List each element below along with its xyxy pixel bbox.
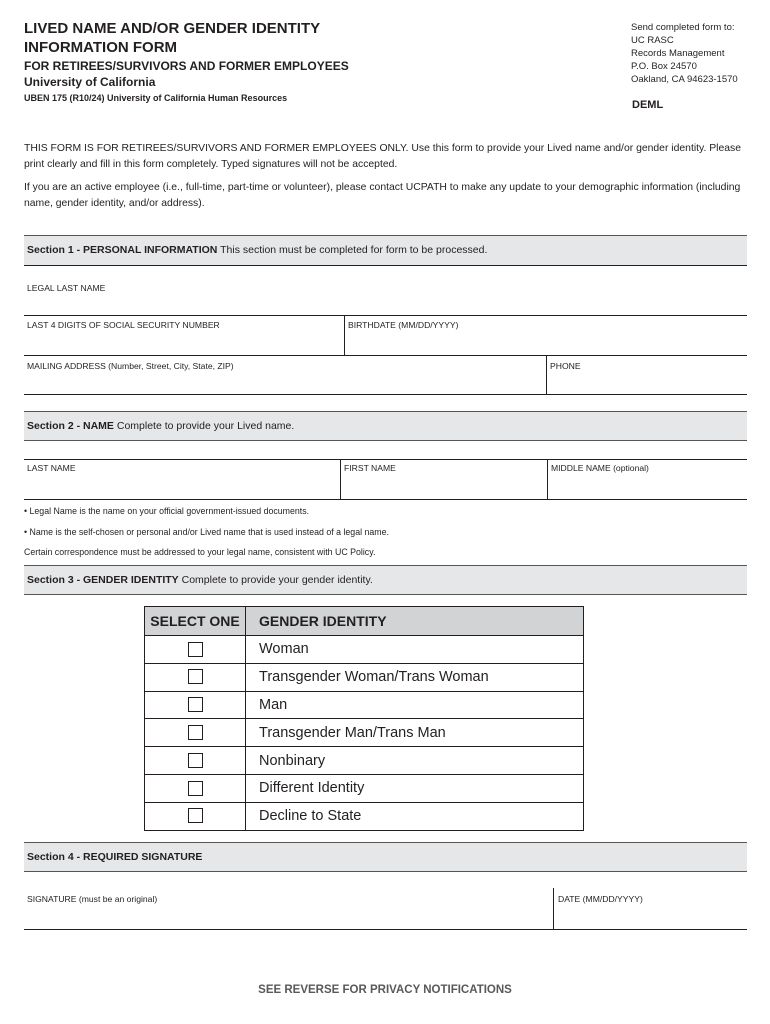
transgender-man-checkbox[interactable] <box>188 725 203 740</box>
table-header-row <box>145 607 584 636</box>
date-label: DATE (MM/DD/YYYY) <box>558 894 643 904</box>
form-number: UBEN 175 (R10/24) University of California Human Resources <box>24 93 288 103</box>
section-2-header: Section 2 - NAME Complete to provide your Lived name. <box>24 411 747 441</box>
correspondence-note: Certain correspondence must be addressed to your legal name, consistent with UC Policy. <box>24 547 376 557</box>
form-title: LIVED NAME AND/OR GENDER IDENTITY INFORMATION FORM <box>24 20 320 56</box>
option-label: Transgender Woman/Trans Woman <box>246 663 584 691</box>
select-one-header: SELECT ONE <box>145 607 246 636</box>
option-label: Woman <box>246 636 584 664</box>
university-name: University of California <box>24 75 156 89</box>
table-row <box>145 691 584 719</box>
form-code: DEML <box>632 99 664 111</box>
gender-identity-table <box>144 606 584 831</box>
ssn-label: LAST 4 DIGITS OF SOCIAL SECURITY NUMBER <box>27 320 220 330</box>
intro-paragraph-1: THIS FORM IS FOR RETIREES/SURVIVORS AND FORMER EMPLOYEES ONLY. Use this form to provide your Lived name and/or gender identity. Please print clearly and fill in this form completely. Typed signatures will not be accepted. <box>24 143 742 170</box>
option-label: Different Identity <box>246 774 584 802</box>
decline-to-state-checkbox[interactable] <box>188 808 203 823</box>
option-label: Man <box>246 691 584 719</box>
signature-field[interactable] <box>24 888 553 928</box>
section-1-header: Section 1 - PERSONAL INFORMATION This section must be completed for form to be processed. <box>24 235 747 266</box>
lived-name-note: • Name is the self-chosen or personal and/or Lived name that is used instead of a legal name. <box>24 527 389 537</box>
legal-last-name-field[interactable] <box>24 278 747 315</box>
different-identity-checkbox[interactable] <box>188 781 203 796</box>
first-name-label: FIRST NAME <box>344 463 396 473</box>
section-4-header: Section 4 - REQUIRED SIGNATURE <box>24 842 747 872</box>
birthdate-label: BIRTHDATE (MM/DD/YYYY) <box>348 320 459 330</box>
table-row <box>145 663 584 691</box>
gender-identity-header: GENDER IDENTITY <box>246 607 584 636</box>
ssn-field[interactable] <box>24 316 344 354</box>
form-subtitle: FOR RETIREES/SURVIVORS AND FORMER EMPLOYEES <box>24 59 349 73</box>
legal-last-name-label: LEGAL LAST NAME <box>27 283 106 293</box>
phone-field[interactable] <box>547 356 747 393</box>
send-to-address: Send completed form to: UC RASC Records Management P.O. Box 24570 Oakland, CA 94623-1570 <box>631 22 738 85</box>
section-3-header: Section 3 - GENDER IDENTITY Complete to provide your gender identity. <box>24 565 747 595</box>
divider <box>24 265 747 266</box>
intro-paragraph-2: If you are an active employee (i.e., full-time, part-time or volunteer), please contact UCPATH to make any update to your demographic information (including name, gender identity, and/or address). <box>24 182 741 209</box>
option-label: Nonbinary <box>246 747 584 775</box>
nonbinary-checkbox[interactable] <box>188 753 203 768</box>
woman-checkbox[interactable] <box>188 642 203 657</box>
divider <box>24 929 747 930</box>
legal-name-note: • Legal Name is the name on your official government-issued documents. <box>24 506 310 516</box>
transgender-woman-checkbox[interactable] <box>188 669 203 684</box>
first-name-field[interactable] <box>341 460 547 498</box>
last-name-label: LAST NAME <box>27 463 76 473</box>
table-row <box>145 747 584 775</box>
last-name-field[interactable] <box>24 460 340 498</box>
option-label: Decline to State <box>246 802 584 830</box>
mailing-address-label: MAILING ADDRESS (Number, Street, City, State, ZIP) <box>27 361 234 371</box>
middle-name-label: MIDDLE NAME (optional) <box>551 463 649 473</box>
birthdate-field[interactable] <box>345 316 747 354</box>
option-label: Transgender Man/Trans Man <box>246 719 584 747</box>
table-row <box>145 719 584 747</box>
table-row <box>145 636 584 664</box>
privacy-footer: SEE REVERSE FOR PRIVACY NOTIFICATIONS <box>258 984 512 996</box>
mailing-address-field[interactable] <box>24 356 546 393</box>
divider <box>24 499 747 500</box>
table-row <box>145 774 584 802</box>
divider <box>24 394 747 395</box>
signature-label: SIGNATURE (must be an original) <box>27 894 158 904</box>
man-checkbox[interactable] <box>188 697 203 712</box>
date-field[interactable] <box>554 888 747 928</box>
table-row <box>145 802 584 830</box>
middle-name-field[interactable] <box>548 460 747 498</box>
phone-label: PHONE <box>550 361 581 371</box>
